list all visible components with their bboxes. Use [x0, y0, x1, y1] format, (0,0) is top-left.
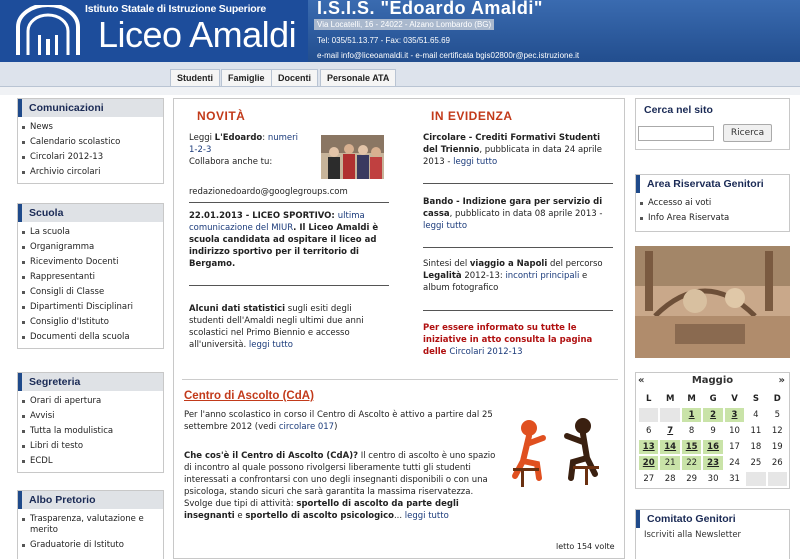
sidebar-item-documenti[interactable]: Documenti della scuola — [18, 330, 163, 345]
calendar-day: 11 — [746, 424, 765, 438]
text-bold: sportello di ascolto da parte degli insegnanti — [184, 499, 459, 521]
circolare-news — [423, 132, 613, 168]
calendar — [635, 372, 790, 489]
box-title: Comitato Genitori — [636, 510, 789, 528]
day-header: M — [660, 392, 679, 406]
next-month-button[interactable]: » — [778, 375, 785, 386]
calendar-day: 21 — [660, 456, 679, 470]
divider — [0, 87, 800, 95]
sidebar-item-dipartimenti[interactable]: Dipartimenti Disciplinari — [18, 300, 163, 315]
calendar-day: 9 — [703, 424, 722, 438]
box-comunicazioni — [17, 98, 164, 184]
text: 2012-13: — [461, 271, 506, 281]
calendar-day — [746, 472, 765, 486]
calendar-day — [660, 408, 679, 422]
calendar-day — [768, 472, 787, 486]
day-header: D — [768, 392, 787, 406]
day-header: S — [746, 392, 765, 406]
day-header: L — [639, 392, 658, 406]
email-line — [317, 51, 579, 60]
calendar-day-event[interactable]: 1 — [682, 408, 701, 422]
tab-studenti[interactable]: Studenti — [170, 69, 220, 86]
header — [0, 0, 800, 70]
calendar-day: 26 — [768, 456, 787, 470]
day-header: V — [725, 392, 744, 406]
calendar-day-event[interactable]: 14 — [660, 440, 679, 454]
bando-text: , pubblicato in data 08 aprile 2013 - — [449, 209, 603, 219]
incontri-link[interactable]: incontri principali — [505, 271, 580, 281]
box-title: Segreteria — [18, 373, 163, 391]
sport-news — [189, 210, 389, 270]
dati-link[interactable]: leggi tutto — [248, 340, 293, 350]
divider — [423, 247, 613, 248]
info-news — [423, 322, 613, 358]
box-albo — [17, 490, 164, 559]
calendar-day: 6 — [639, 424, 658, 438]
dati-text: sugli esiti degli studenti dell'Amaldi negli ultimi due anni scolastici nel Primo Biennio e accesso all'università. — [189, 304, 364, 350]
calendar-day-event[interactable]: 13 — [639, 440, 658, 454]
dati-news — [189, 303, 389, 351]
divider — [423, 310, 613, 311]
cda-leggi-link[interactable]: leggi tutto — [404, 511, 449, 521]
sport-date: 22.01.2013 - LICEO SPORTIVO: — [189, 211, 338, 221]
sidebar-item-news[interactable]: News — [18, 120, 163, 135]
novita-title: NOVITÀ — [197, 109, 246, 123]
cda-title[interactable]: Centro di Ascolto (CdA) — [184, 390, 314, 402]
circolare-bold: - Crediti Formativi Studenti del Triennio — [423, 133, 600, 155]
text: Leggi — [189, 133, 215, 143]
tab-famiglie[interactable]: Famiglie — [221, 69, 272, 86]
sidebar-item-consiglio-istituto[interactable]: Consiglio d'Istituto — [18, 315, 163, 330]
calendar-day: 4 — [746, 408, 765, 422]
phone: Tel: 035/51.13.77 - Fax: 035/51.65.69 — [317, 36, 450, 45]
bando-news — [423, 196, 613, 232]
calendar-day: 17 — [725, 440, 744, 454]
box-scuola — [17, 203, 164, 349]
bando-link[interactable]: leggi tutto — [423, 221, 468, 231]
cda-intro — [184, 409, 504, 433]
text: Il centro di ascolto è uno spazio di incontro al quale possono rivolgersi liberamente tutti gli studenti interessati a confrontarsi con uno degli insegnanti disponibili o con una psicologa, stando sicuri che sarà garantita la massima riservatezza. — [184, 451, 496, 497]
newsletter-link[interactable]: Iscriviti alla Newsletter — [644, 530, 742, 540]
text: Sintesi del — [423, 259, 470, 269]
box-segreteria — [17, 372, 164, 473]
sport-text: . Il Liceo Amaldi è scuola candidata ad ospitare il liceo ad indirizzo sportivo per il territorio di Bergamo. — [189, 223, 379, 269]
dati-bold: Alcuni dati statistici — [189, 304, 286, 314]
calendar-day: 19 — [768, 440, 787, 454]
email-prefix: e-mail — [317, 51, 342, 60]
bando-label: Bando — [423, 197, 454, 207]
calendar-day — [639, 408, 658, 422]
box-area-riservata — [635, 174, 790, 232]
sidebar-item-calendario[interactable]: Calendario scolastico — [18, 135, 163, 150]
calendar-day: 25 — [746, 456, 765, 470]
calendar-day: 28 — [660, 472, 679, 486]
circolari-link[interactable]: Circolari 2012-13 — [449, 347, 523, 357]
text-bold: sportello di ascolto psicologico — [245, 511, 394, 521]
collabora-text: Collabora anche tu: — [189, 157, 273, 167]
sidebar-item-rappresentanti[interactable]: Rappresentanti — [18, 270, 163, 285]
search-button[interactable]: Ricerca — [723, 124, 772, 142]
circolare-link[interactable]: leggi tutto — [453, 157, 498, 167]
sidebar-item-circolari[interactable]: Circolari 2012-13 — [18, 150, 163, 165]
sidebar-item-orari[interactable]: Orari di apertura — [18, 394, 163, 409]
sidebar-item-accesso-voti[interactable]: Accesso ai voti — [636, 196, 789, 211]
text: ) — [334, 422, 338, 432]
calendar-day: 5 — [768, 408, 787, 422]
calendar-day-event[interactable]: 2 — [703, 408, 722, 422]
day-header: G — [703, 392, 722, 406]
tab-personale-ata[interactable]: Personale ATA — [320, 69, 396, 86]
main-content — [173, 98, 625, 559]
email-link[interactable]: info@liceoamaldi.it — [341, 51, 409, 60]
calendar-day: 30 — [703, 472, 722, 486]
text: del percorso — [547, 259, 603, 269]
sidebar-item-consigli-classe[interactable]: Consigli di Classe — [18, 285, 163, 300]
email-mid: - e-mail certificata — [408, 51, 476, 60]
arch-logo-icon — [12, 5, 84, 55]
day-header: M — [682, 392, 701, 406]
sidebar-item-organigramma[interactable]: Organigramma — [18, 240, 163, 255]
box-search — [635, 98, 790, 150]
calendar-day: 29 — [682, 472, 701, 486]
sidebar-item-ricevimento[interactable]: Ricevimento Docenti — [18, 255, 163, 270]
calendar-day: 24 — [725, 456, 744, 470]
evidenza-title: IN EVIDENZA — [431, 109, 513, 123]
sidebar-item-modulistica[interactable]: Tutta la modulistica — [18, 424, 163, 439]
text-bold: Legalità — [423, 271, 462, 281]
calendar-day-event[interactable]: 7 — [660, 424, 679, 438]
brand-name: Liceo Amaldi — [98, 14, 297, 55]
students-photo — [321, 135, 384, 179]
text: e — [234, 511, 246, 521]
text: Svolge due tipi di attività: — [184, 499, 297, 509]
calendar-day-event[interactable]: 16 — [703, 440, 722, 454]
calendar-day: 22 — [682, 456, 701, 470]
logo[interactable] — [0, 0, 308, 62]
sidebar-item-avvisi[interactable]: Avvisi — [18, 409, 163, 424]
calendar-day-event[interactable]: 23 — [703, 456, 722, 470]
school-name: I.S.I.S. "Edoardo Amaldi" — [317, 0, 543, 18]
redazione-email[interactable]: redazionedoardo@googlegroups.com — [189, 187, 348, 197]
text: : — [262, 133, 268, 143]
calendar-day-event[interactable]: 3 — [725, 408, 744, 422]
napoli-news — [423, 258, 613, 294]
tab-docenti[interactable]: Docenti — [271, 69, 318, 86]
cda-description — [184, 450, 504, 522]
search-input[interactable] — [638, 126, 714, 141]
address: Via Locatelli, 16 - 24022 - Alzano Lombardo (BG) — [314, 19, 494, 30]
divider — [189, 202, 389, 203]
divider — [189, 285, 389, 286]
divider — [182, 379, 618, 380]
sport-link[interactable]: ultima comunicazione del MIUR — [189, 211, 365, 233]
calendar-day: 31 — [725, 472, 744, 486]
search-title: Cerca nel sito — [644, 104, 713, 116]
calendar-day: 8 — [682, 424, 701, 438]
box-title: Comunicazioni — [18, 99, 163, 117]
box-title: Scuola — [18, 204, 163, 222]
sidebar-item-archivio[interactable]: Archivio circolari — [18, 165, 163, 180]
prev-month-button[interactable]: « — [638, 375, 645, 386]
cda-question: Che cos'è il Centro di Ascolto (CdA)? — [184, 451, 359, 461]
edoardo-name: L'Edoardo — [214, 133, 263, 143]
text-bold: viaggio a Napoli — [469, 259, 548, 269]
school-interior-photo — [635, 246, 790, 358]
sidebar-item-ecdl[interactable]: ECDL — [18, 454, 163, 469]
main-tabs — [0, 62, 800, 87]
circolare-017-link[interactable]: circolare 017 — [278, 422, 335, 432]
calendar-day: 27 — [639, 472, 658, 486]
calendar-day-event[interactable]: 20 — [639, 456, 658, 470]
divider — [423, 183, 613, 184]
sidebar-item-la-scuola[interactable]: La scuola — [18, 225, 163, 240]
box-title: Albo Pretorio — [18, 491, 163, 509]
calendar-day: 18 — [746, 440, 765, 454]
two-people-talking-icon — [499, 416, 609, 491]
box-title: Area Riservata Genitori — [636, 175, 789, 193]
edoardo-link[interactable]: numeri 1-2-3 — [189, 133, 298, 155]
text: ... — [393, 511, 405, 521]
read-count: letto 154 volte — [556, 542, 615, 551]
calendar-day-event[interactable]: 15 — [682, 440, 701, 454]
sidebar-item-libri[interactable]: Libri di testo — [18, 439, 163, 454]
pec-link[interactable]: bgis02800r@pec.istruzione.it — [475, 51, 580, 60]
text: e album fotografico — [423, 271, 588, 293]
calendar-day: 12 — [768, 424, 787, 438]
school-subtitle: Istituto Statale di Istruzione Superiore — [85, 3, 267, 15]
circolare-label: Circolare — [423, 133, 466, 143]
sidebar-item-trasparenza[interactable]: Trasparenza, valutazione e merito — [18, 512, 163, 538]
bando-bold: - Indizione gara per servizio di cassa — [423, 197, 603, 219]
circolare-text: , pubblicata in data 24 aprile 2013 - — [423, 145, 603, 167]
calendar-grid — [637, 390, 789, 488]
sidebar-item-graduatorie[interactable]: Graduatorie di Istituto — [18, 538, 163, 553]
text: Per l'anno scolastico in corso il Centro di Ascolto è attivo a partire dal 25 settembre 2012 (vedi — [184, 410, 493, 432]
calendar-day: 10 — [725, 424, 744, 438]
edoardo-text — [189, 132, 299, 168]
month-title: Maggio — [691, 375, 734, 386]
info-text: Per essere informato su tutte le iniziative in atto consulta la pagina delle — [423, 323, 593, 357]
sidebar-item-info-area[interactable]: Info Area Riservata — [636, 211, 789, 226]
box-comitato — [635, 509, 790, 559]
